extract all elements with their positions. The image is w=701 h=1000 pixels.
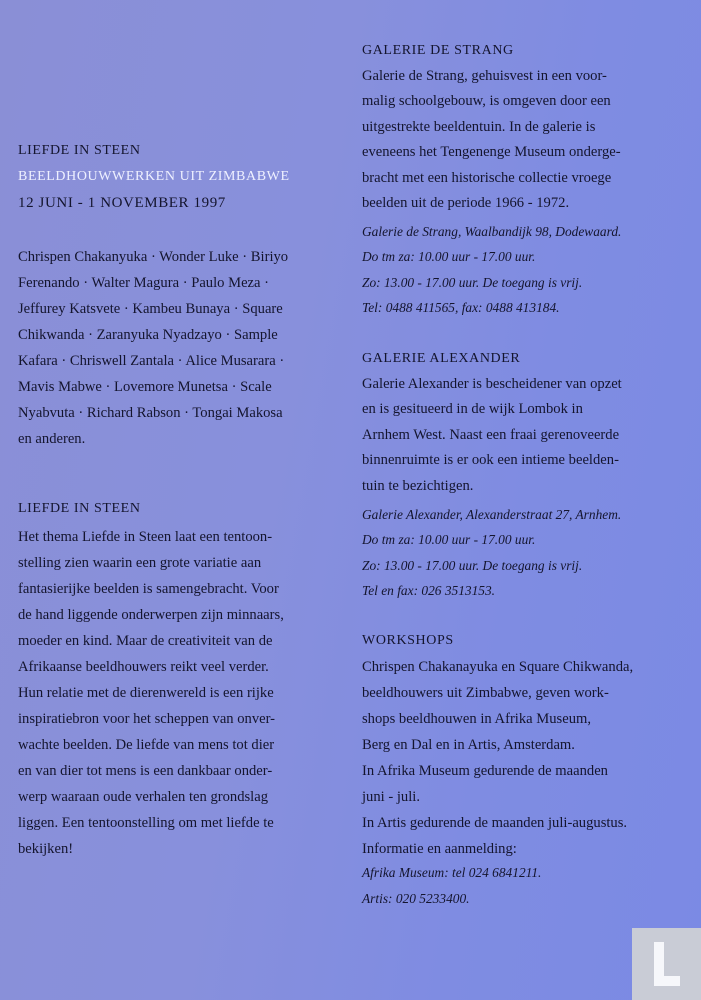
artists-line: en anderen. xyxy=(18,431,86,447)
theme-line: liggen. Een tentoonstelling om met liefde te xyxy=(18,815,274,831)
alexander-phone: Tel en fax: 026 3513153. xyxy=(362,583,496,599)
corner-logo-icon xyxy=(632,928,701,1000)
theme-line: moeder en kind. Maar de creativiteit van de xyxy=(18,633,273,649)
theme-line: stelling zien waarin een grote variatie aan xyxy=(18,555,262,571)
workshops-info xyxy=(362,860,541,912)
exhibition-title: LIEFDE IN STEEN xyxy=(18,143,141,158)
workshops-text xyxy=(362,654,633,862)
strang-address: Galerie de Strang, Waalbandijk 98, Dodewaard. xyxy=(362,224,622,239)
afrika-museum-phone: Afrika Museum: tel 024 6841211. xyxy=(362,865,542,880)
artists-line: Jeffurey Katsvete · Kambeu Bunaya · Square xyxy=(18,301,283,317)
strang-line: eveneens het Tengenenge Museum onderge- xyxy=(362,144,621,161)
workshops-heading: WORKSHOPS xyxy=(362,633,454,648)
workshops-line: juni - juli. xyxy=(362,789,420,805)
artists-list xyxy=(18,244,288,452)
alexander-info xyxy=(362,502,621,604)
artists-line: Chrispen Chakanyuka · Wonder Luke · Biriyo xyxy=(18,249,289,265)
artists-line: Kafara · Chriswell Zantala · Alice Musarara · xyxy=(18,353,285,369)
alexander-address: Galerie Alexander, Alexanderstraat 27, Arnhem. xyxy=(362,507,622,522)
alexander-hours-weekday: Do tm za: 10.00 uur - 17.00 uur. xyxy=(362,532,536,548)
artists-line: Nyabvuta · Richard Rabson · Tongai Makosa xyxy=(18,405,283,421)
workshops-line: beeldhouwers uit Zimbabwe, geven work- xyxy=(362,685,609,701)
alexander-line: Arnhem West. Naast een fraai gerenoveerde xyxy=(362,426,620,443)
exhibition-dates: 12 JUNI - 1 NOVEMBER 1997 xyxy=(18,195,226,211)
theme-line: fantasierijke beelden is samengebracht. Voor xyxy=(18,581,279,597)
alexander-heading: GALERIE ALEXANDER xyxy=(362,351,521,366)
theme-text xyxy=(18,524,284,862)
workshops-line: Informatie en aanmelding: xyxy=(362,841,517,857)
workshops-line: In Afrika Museum gedurende de maanden xyxy=(362,763,608,779)
theme-line: Het thema Liefde in Steen laat een tentoon- xyxy=(18,529,273,545)
theme-line: wachte beelden. De liefde van mens tot dier xyxy=(18,737,275,753)
workshops-line: In Artis gedurende de maanden juli-augustus. xyxy=(362,815,628,831)
alexander-hours-sunday: Zo: 13.00 - 17.00 uur. De toegang is vrij. xyxy=(362,557,583,573)
artists-line: Ferenando · Walter Magura · Paulo Meza · xyxy=(18,275,270,291)
theme-line: Hun relatie met de dierenwereld is een rijke xyxy=(18,685,274,701)
workshops-line: shops beeldhouwen in Afrika Museum, xyxy=(362,711,592,727)
artists-line: Mavis Mabwe · Lovemore Munetsa · Scale xyxy=(18,379,272,395)
strang-line: malig schoolgebouw, is omgeven door een xyxy=(362,93,611,110)
alexander-line: en is gesitueerd in de wijk Lombok in xyxy=(362,401,583,418)
theme-line: de hand liggende onderwerpen zijn minnaars, xyxy=(18,607,284,623)
strang-line: Galerie de Strang, gehuisvest in een voor- xyxy=(362,68,607,84)
theme-line: bekijken! xyxy=(18,841,74,857)
artis-phone: Artis: 020 5233400. xyxy=(362,891,470,906)
artists-line: Chikwanda · Zaranyuka Nyadzayo · Sample xyxy=(18,327,278,343)
strang-line: uitgestrekte beeldentuin. In de galerie is xyxy=(362,118,596,135)
theme-line: Afrikaanse beeldhouwers reikt veel verder. xyxy=(18,659,269,675)
theme-line: en van dier tot mens is een dankbaar onder- xyxy=(18,763,273,779)
theme-heading: LIEFDE IN STEEN xyxy=(18,501,141,516)
strang-hours-sunday: Zo: 13.00 - 17.00 uur. De toegang is vrij. xyxy=(362,274,583,290)
workshops-line: Chrispen Chakanayuka en Square Chikwanda, xyxy=(362,659,634,675)
theme-line: inspiratiebron voor het scheppen van onver- xyxy=(18,711,276,727)
strang-line: bracht met een historische collectie vroege xyxy=(362,169,612,186)
strang-text xyxy=(362,64,621,216)
theme-line: werp waaraan oude verhalen ten grondslag xyxy=(18,789,269,805)
alexander-line: binnenruimte is er ook een intieme beelden- xyxy=(362,452,619,469)
exhibition-subtitle: BEELDHOUWWERKEN UIT ZIMBABWE xyxy=(18,169,290,184)
workshops-line: Berg en Dal en in Artis, Amsterdam. xyxy=(362,737,575,753)
alexander-line: Galerie Alexander is bescheidener van opzet xyxy=(362,376,622,392)
strang-heading: GALERIE DE STRANG xyxy=(362,43,514,58)
strang-info xyxy=(362,219,621,321)
alexander-text xyxy=(362,372,622,499)
strang-hours-weekday: Do tm za: 10.00 uur - 17.00 uur. xyxy=(362,249,536,265)
alexander-line: tuin te bezichtigen. xyxy=(362,477,474,494)
strang-line: beelden uit de periode 1966 - 1972. xyxy=(362,194,570,211)
strang-phone: Tel: 0488 411565, fax: 0488 413184. xyxy=(362,300,560,316)
